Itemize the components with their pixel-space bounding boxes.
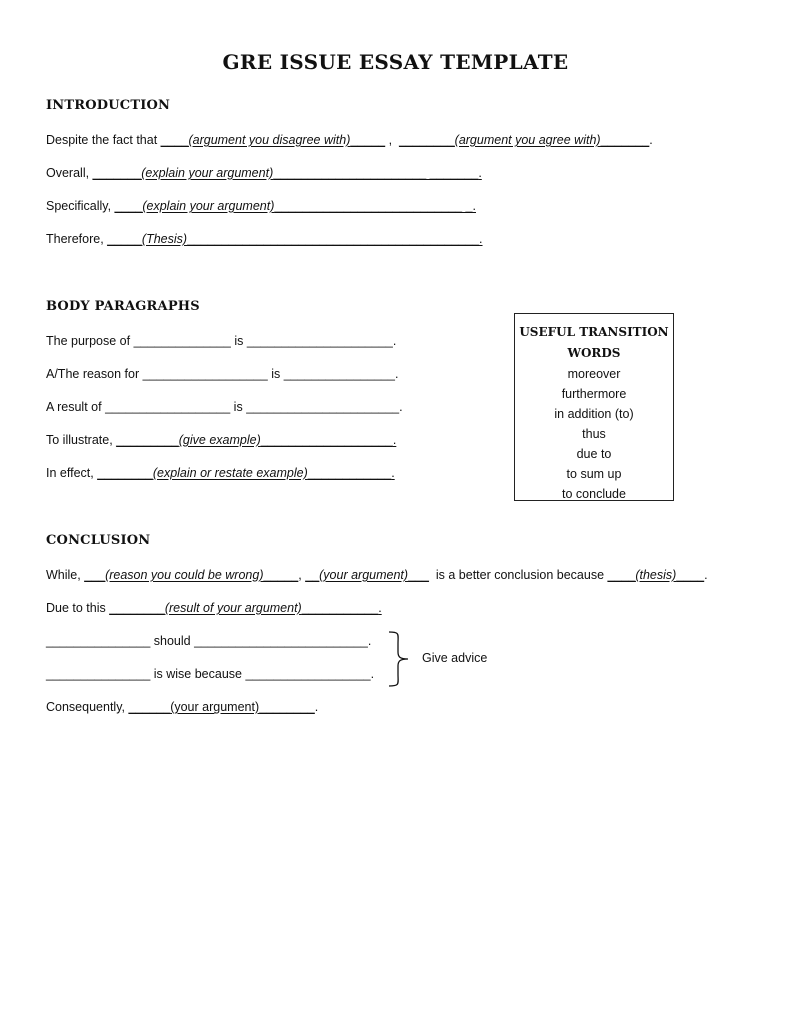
- text: .: [367, 634, 372, 648]
- text: .: [479, 232, 483, 246]
- text: The purpose of: [46, 334, 134, 348]
- blank: _____________________: [246, 334, 393, 348]
- right-brace-icon: [386, 630, 412, 693]
- blank: ________: [109, 601, 165, 615]
- body-line-4: [46, 432, 396, 448]
- transition-word: to sum up: [566, 467, 622, 481]
- blank: ____: [114, 199, 143, 213]
- text: ,: [298, 568, 306, 582]
- placeholder-text: (your argument): [170, 700, 260, 714]
- placeholder-text: (thesis): [635, 568, 677, 582]
- blank: ___________________: [260, 433, 393, 447]
- text: .: [704, 568, 708, 582]
- text: .: [392, 334, 397, 348]
- blank: ___________________________ _: [274, 199, 473, 213]
- blank: ______________: [133, 334, 231, 348]
- text: .: [399, 400, 403, 414]
- text: While,: [46, 568, 85, 582]
- text: .: [378, 601, 382, 615]
- transition-words-box: [514, 313, 674, 501]
- blank: _____: [350, 133, 386, 147]
- blank: __________________: [105, 400, 231, 414]
- blank: _________________________: [194, 634, 368, 648]
- text: To illustrate,: [46, 433, 117, 447]
- text: Specifically,: [46, 199, 115, 213]
- blank: __________________________________________: [187, 232, 480, 246]
- text: should: [150, 634, 195, 648]
- transition-box-title-1: USEFUL TRANSITION: [519, 325, 669, 339]
- text: .: [314, 700, 319, 714]
- text: .: [370, 667, 375, 681]
- placeholder-text: (give example): [178, 433, 261, 447]
- blank: _________: [116, 433, 179, 447]
- give-advice-note: Give advice: [422, 651, 488, 665]
- text: Overall,: [46, 166, 93, 180]
- intro-line-2: [46, 165, 482, 181]
- placeholder-text: (Thesis): [141, 232, 188, 246]
- blank: ____________: [307, 466, 392, 480]
- text: Due to this: [46, 601, 110, 615]
- placeholder-text: (explain or restate example): [152, 466, 308, 480]
- blank: ________: [97, 466, 153, 480]
- blank: ________________: [283, 367, 395, 381]
- text: Despite the fact that: [46, 133, 161, 147]
- blank: ______________________ _______: [273, 166, 479, 180]
- transition-word: to conclude: [562, 487, 626, 501]
- transition-word: due to: [576, 447, 612, 461]
- conclusion-line-1: [46, 567, 708, 583]
- intro-line-3: [46, 198, 476, 214]
- conclusion-line-5: [46, 699, 318, 715]
- blank: ___________: [301, 601, 379, 615]
- text: is wise because: [150, 667, 246, 681]
- body-line-1: [46, 333, 396, 349]
- conclusion-line-4: [46, 666, 374, 682]
- intro-line-1: [46, 132, 653, 148]
- placeholder-text: (argument you agree with): [454, 133, 601, 147]
- blank: __________________: [245, 667, 371, 681]
- transition-word: thus: [582, 427, 606, 441]
- transition-word: moreover: [567, 367, 621, 381]
- blank: __: [305, 568, 320, 582]
- transition-word: furthermore: [561, 387, 627, 401]
- conclusion-line-3: [46, 633, 371, 649]
- page-title: GRE ISSUE ESSAY TEMPLATE: [222, 50, 569, 74]
- text: is a better conclusion because: [428, 568, 608, 582]
- body-line-2: [46, 366, 398, 382]
- placeholder-text: (explain your argument): [141, 166, 274, 180]
- blank: _______: [600, 133, 650, 147]
- text: Consequently,: [46, 700, 129, 714]
- conclusion-line-2: [46, 600, 382, 616]
- blank: _______________: [46, 634, 151, 648]
- blank: ___: [408, 568, 429, 582]
- placeholder-text: (result of your argument): [164, 601, 302, 615]
- blank: ________: [399, 133, 455, 147]
- introduction-heading: INTRODUCTION: [46, 98, 171, 113]
- blank: ____: [607, 568, 636, 582]
- text: .: [392, 433, 397, 447]
- placeholder-text: (reason you could be wrong): [105, 568, 264, 582]
- text: In effect,: [46, 466, 98, 480]
- conclusion-heading: CONCLUSION: [46, 533, 151, 548]
- intro-line-4: [46, 231, 483, 247]
- placeholder-text: (your argument): [319, 568, 409, 582]
- blank: _______: [92, 166, 142, 180]
- text: .: [394, 367, 399, 381]
- placeholder-text: (argument you disagree with): [188, 133, 351, 147]
- body-line-3: [46, 399, 403, 415]
- blank: ____: [676, 568, 705, 582]
- text: A result of: [46, 400, 106, 414]
- blank: _______________: [46, 667, 151, 681]
- text: ,: [385, 133, 400, 147]
- blank: _____: [107, 232, 142, 246]
- text: is: [230, 400, 247, 414]
- text: .: [649, 133, 653, 147]
- text: .: [391, 466, 395, 480]
- text: .: [472, 199, 476, 213]
- text: Therefore,: [46, 232, 108, 246]
- body-paragraphs-heading: BODY PARAGRAPHS: [46, 299, 200, 314]
- text: .: [478, 166, 482, 180]
- blank: ______________________: [246, 400, 400, 414]
- blank: ___: [84, 568, 106, 582]
- blank: __________________: [142, 367, 268, 381]
- blank: _____: [263, 568, 299, 582]
- blank: ____: [160, 133, 189, 147]
- blank: ______: [128, 700, 171, 714]
- blank: ________: [259, 700, 315, 714]
- text: is: [267, 367, 284, 381]
- text: is: [230, 334, 247, 348]
- placeholder-text: (explain your argument): [142, 199, 275, 213]
- text: A/The reason for: [46, 367, 143, 381]
- transition-word: in addition (to): [554, 407, 634, 421]
- body-line-5: [46, 465, 395, 481]
- transition-box-title-2: WORDS: [567, 346, 621, 360]
